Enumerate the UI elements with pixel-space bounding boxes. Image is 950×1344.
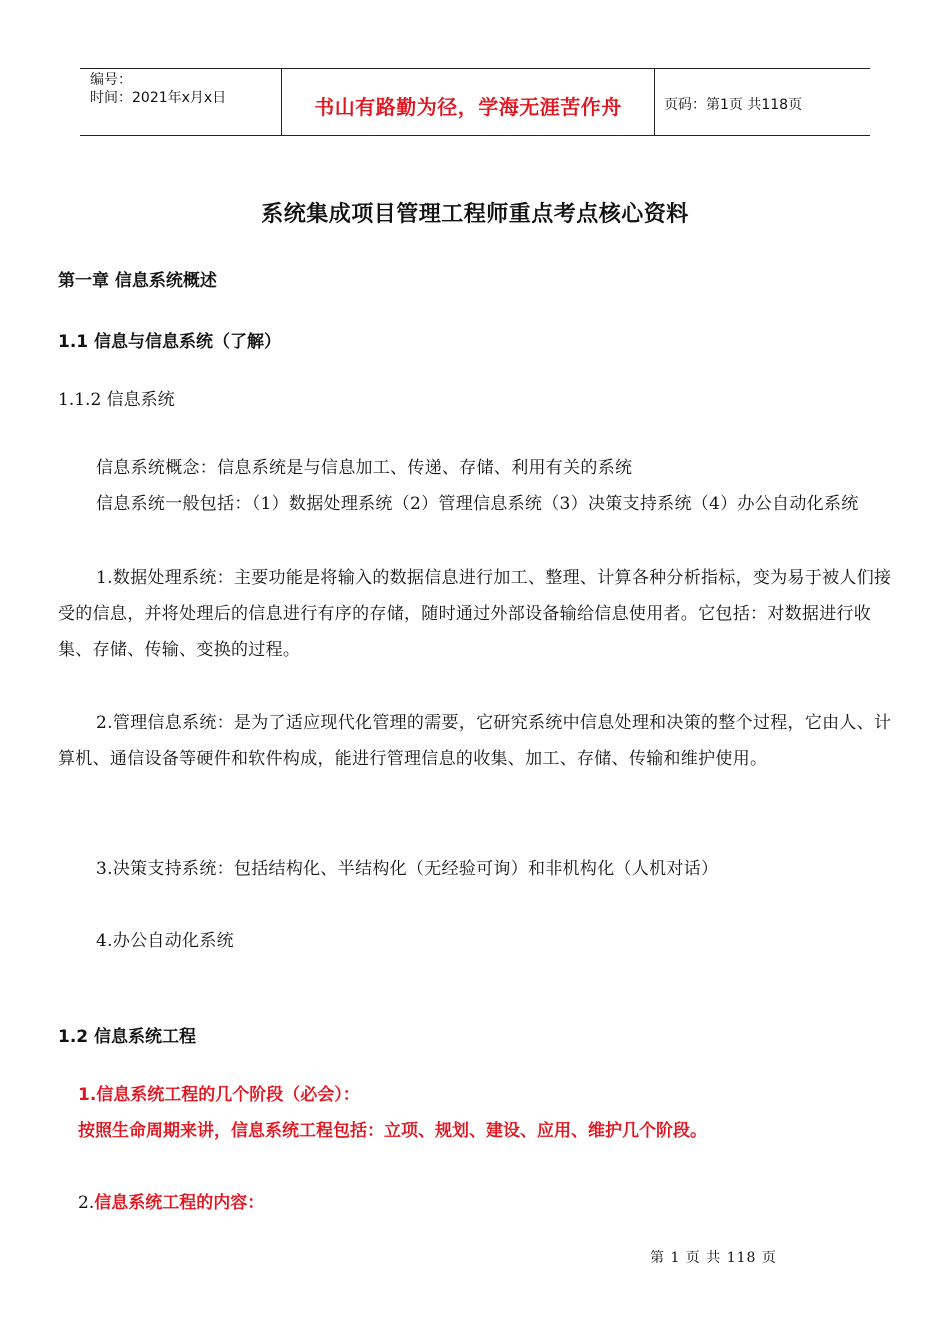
paragraph-dss: 3.决策支持系统：包括结构化、半结构化（无经验可询）和非机构化（人机对话）	[96, 859, 719, 879]
section-heading-1-2: 1.2 信息系统工程	[58, 1027, 197, 1047]
chapter-heading: 第一章 信息系统概述	[58, 271, 217, 291]
paragraph-oa: 4.办公自动化系统	[96, 931, 234, 951]
red-question-answer: 按照生命周期来讲，信息系统工程包括：立项、规划、建设、应用、维护几个阶段。	[78, 1121, 707, 1141]
item-2-number: 2.	[78, 1193, 95, 1213]
header-page-info: 页码：第1页 共118页	[664, 97, 803, 113]
paragraph-concept: 信息系统概念：信息系统是与信息加工、传递、存储、利用有关的系统	[96, 458, 633, 478]
paragraph-data-processing: 1.数据处理系统：主要功能是将输入的数据信息进行加工、整理、计算各种分析指标，变为易于被人们接受的信息，并将处理后的信息进行有序的存储，随时通过外部设备输给信息使用者。它包括：对数据进行收集、存储、传输、变换的过程。	[58, 568, 892, 660]
subsection-heading-1-1-2: 1.1.2 信息系统	[58, 390, 175, 410]
header-table	[80, 68, 870, 136]
item-2-heading	[78, 1188, 264, 1213]
document-title: 系统集成项目管理工程师重点考点核心资料	[261, 202, 689, 227]
header-meta	[90, 71, 226, 107]
item-2-text: 信息系统工程的内容：	[94, 1193, 265, 1213]
date-label: 时间：2021年x月x日	[90, 90, 227, 106]
paragraph-includes: 信息系统一般包括：（1）数据处理系统（2）管理信息系统（3）决策支持系统（4）办公自动化系统	[96, 494, 859, 514]
paragraph-mis: 2.管理信息系统：是为了适应现代化管理的需要，它研究系统中信息处理和决策的整个过程，它由人、计算机、通信设备等硬件和软件构成，能进行管理信息的收集、加工、存储、传输和维护使用。	[58, 713, 892, 769]
red-question-title: 1.信息系统工程的几个阶段（必会）：	[78, 1085, 360, 1105]
header-motto: 书山有路勤为径，学海无涯苦作舟	[314, 95, 622, 119]
number-label: 编号：	[90, 72, 132, 88]
section-heading-1-1: 1.1 信息与信息系统（了解）	[58, 332, 282, 352]
page-footer: 第 1 页 共 118 页	[650, 1250, 777, 1266]
header-divider	[654, 69, 655, 135]
